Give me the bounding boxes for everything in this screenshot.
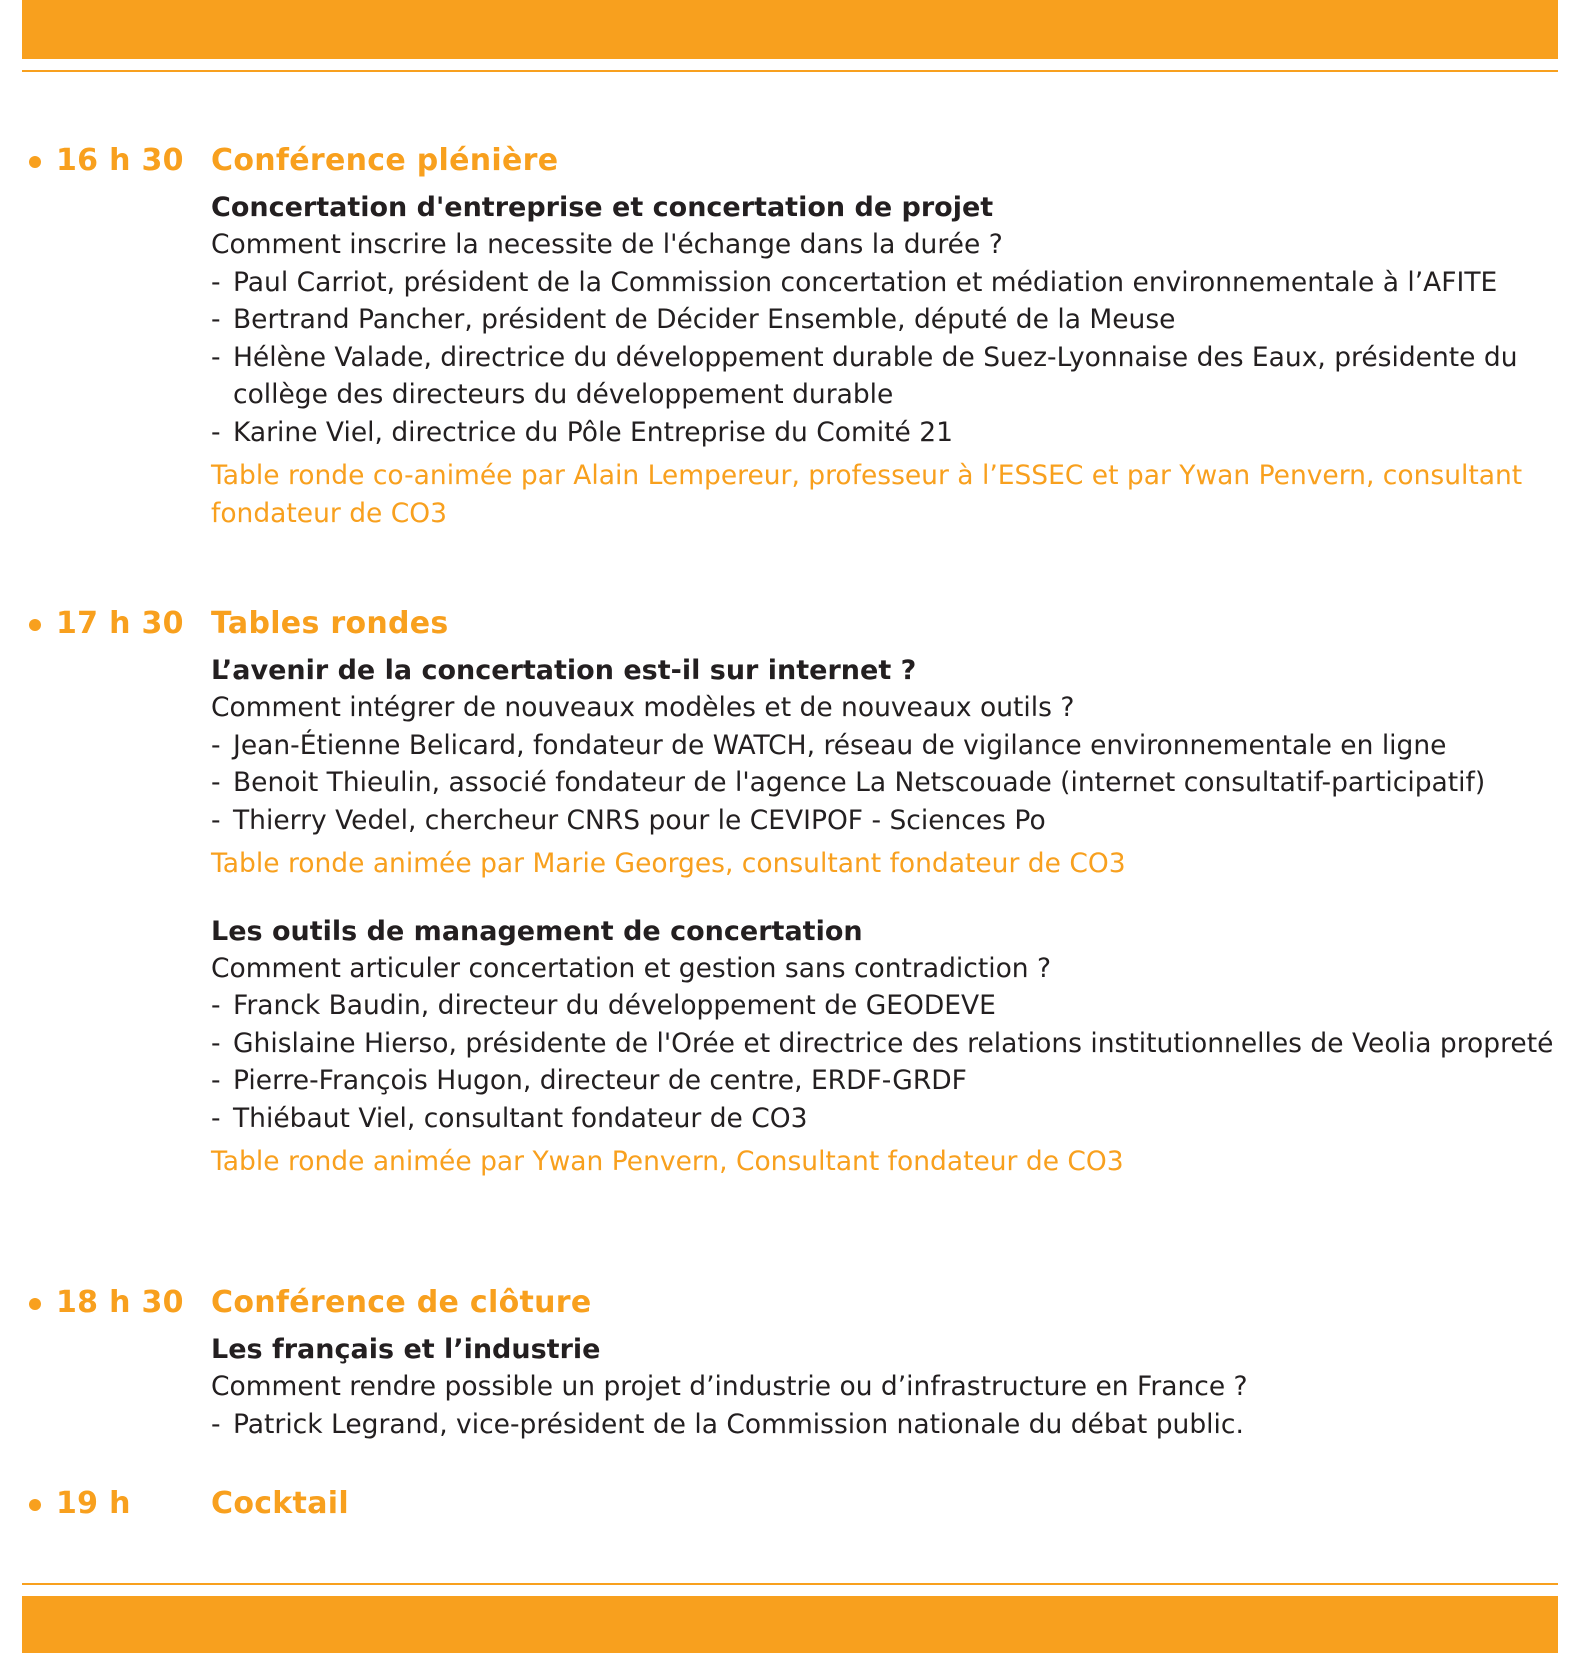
slot-title: Conférence de clôture [211,1285,592,1320]
speaker-item [211,301,1556,339]
schedule-slot [0,141,1586,532]
slot-header [0,604,1586,644]
bullet-icon [29,619,41,631]
speaker-item [211,1100,1556,1138]
dash-marker: - [211,767,221,798]
speaker-item [211,1406,1556,1444]
speaker-item [211,264,1556,302]
speaker-text: Pierre-François Hugon, directeur de centre, ERDF-GRDF [233,1065,967,1096]
slot-time: 18 h 30 [56,1285,184,1320]
speaker-item [211,987,1556,1025]
dash-marker: - [211,1102,221,1134]
slot-header [0,141,1586,181]
dash-marker: - [211,990,221,1021]
speaker-text: Patrick Legrand, vice-président de la Commission nationale du débat public. [233,1408,1244,1440]
dash-marker: - [211,266,221,298]
schedule-slot [0,604,1586,1181]
slot-time: 19 h [56,1486,131,1521]
slot-title: Tables rondes [211,606,449,641]
dash-marker: - [211,804,221,836]
bullet-icon [29,1298,41,1310]
slot-time: 16 h 30 [56,143,184,178]
session-title: Les français et l’industrie [211,1334,601,1365]
dash-marker: - [211,416,221,448]
session-question: Comment articuler concertation et gestion sans contradiction ? [211,952,1052,984]
speaker-item [211,802,1556,840]
session-title: L’avenir de la concertation est-il sur internet ? [211,655,917,686]
speaker-item [211,1062,1556,1100]
speaker-text: Benoit Thieulin, associé fondateur de l'agence La Netscouade (internet consultatif-participatif) [233,767,1486,798]
slot-time: 17 h 30 [56,606,184,641]
dash-marker: - [211,341,221,373]
dash-marker: - [211,304,221,335]
slot-title: Cocktail [211,1486,349,1521]
session-title: Les outils de management de concertation [211,915,863,947]
top-banner [22,0,1558,59]
session-title: Concertation d'entreprise et concertation de projet [211,192,994,223]
speaker-text: Thierry Vedel, chercheur CNRS pour le CEVIPOF - Sciences Po [233,804,1046,836]
slot-title: Conférence plénière [211,143,559,178]
bullet-icon [29,156,41,168]
session [211,1331,1556,1443]
session-question: Comment rendre possible un projet d’industrie ou d’infrastructure en France ? [211,1371,1248,1402]
speaker-text: Ghislaine Hierso, présidente de l'Orée et directrice des relations institutionnelles de Veolia propreté [233,1027,1554,1059]
dash-marker: - [211,1027,221,1059]
speaker-text: Karine Viel, directrice du Pôle Entreprise du Comité 21 [233,416,953,448]
speaker-item [211,339,1556,414]
schedule-slot [0,1484,1586,1524]
dash-marker: - [211,1408,221,1440]
slot-header [0,1283,1586,1323]
bullet-icon [29,1499,41,1511]
session-question: Comment inscrire la necessite de l'échange dans la durée ? [211,229,1003,260]
speaker-text: Jean-Étienne Belicard, fondateur de WATCH, réseau de vigilance environnementale en ligne [233,729,1447,761]
speaker-list [211,1406,1556,1444]
schedule-slot [0,1283,1586,1443]
session [211,652,1556,883]
session-question: Comment intégrer de nouveaux modèles et de nouveaux outils ? [211,692,1075,723]
speaker-text: Hélène Valade, directrice du développement durable de Suez-Lyonnaise des Eaux, présidente du collège des directeurs du développement durable [233,341,1518,410]
dash-marker: - [211,729,221,761]
speaker-text: Thiébaut Viel, consultant fondateur de CO3 [233,1102,808,1134]
speaker-item [211,414,1556,452]
speaker-item [211,727,1556,765]
speaker-item [211,764,1556,802]
session [211,913,1556,1181]
session [211,189,1556,532]
speaker-text: Bertrand Pancher, président de Décider Ensemble, député de la Meuse [233,304,1176,335]
speaker-text: Franck Baudin, directeur du développement de GEODEVE [233,990,996,1021]
speaker-item [211,1025,1556,1063]
bottom-divider [22,1583,1558,1585]
speaker-list [211,987,1556,1137]
speaker-list [211,264,1556,452]
moderator-note: Table ronde co-animée par Alain Lempereur, professeur à l’ESSEC et par Ywan Penvern, consultant fondateur de CO3 [211,460,1523,529]
bottom-banner [22,1596,1558,1653]
moderator-note: Table ronde animée par Marie Georges, consultant fondateur de CO3 [211,848,1126,879]
top-divider [22,70,1558,72]
speaker-text: Paul Carriot, président de la Commission concertation et médiation environnementale à l’AFITE [233,266,1498,298]
slot-header [0,1484,1586,1524]
dash-marker: - [211,1065,221,1096]
moderator-note: Table ronde animée par Ywan Penvern, Consultant fondateur de CO3 [211,1146,1124,1177]
speaker-list [211,727,1556,840]
